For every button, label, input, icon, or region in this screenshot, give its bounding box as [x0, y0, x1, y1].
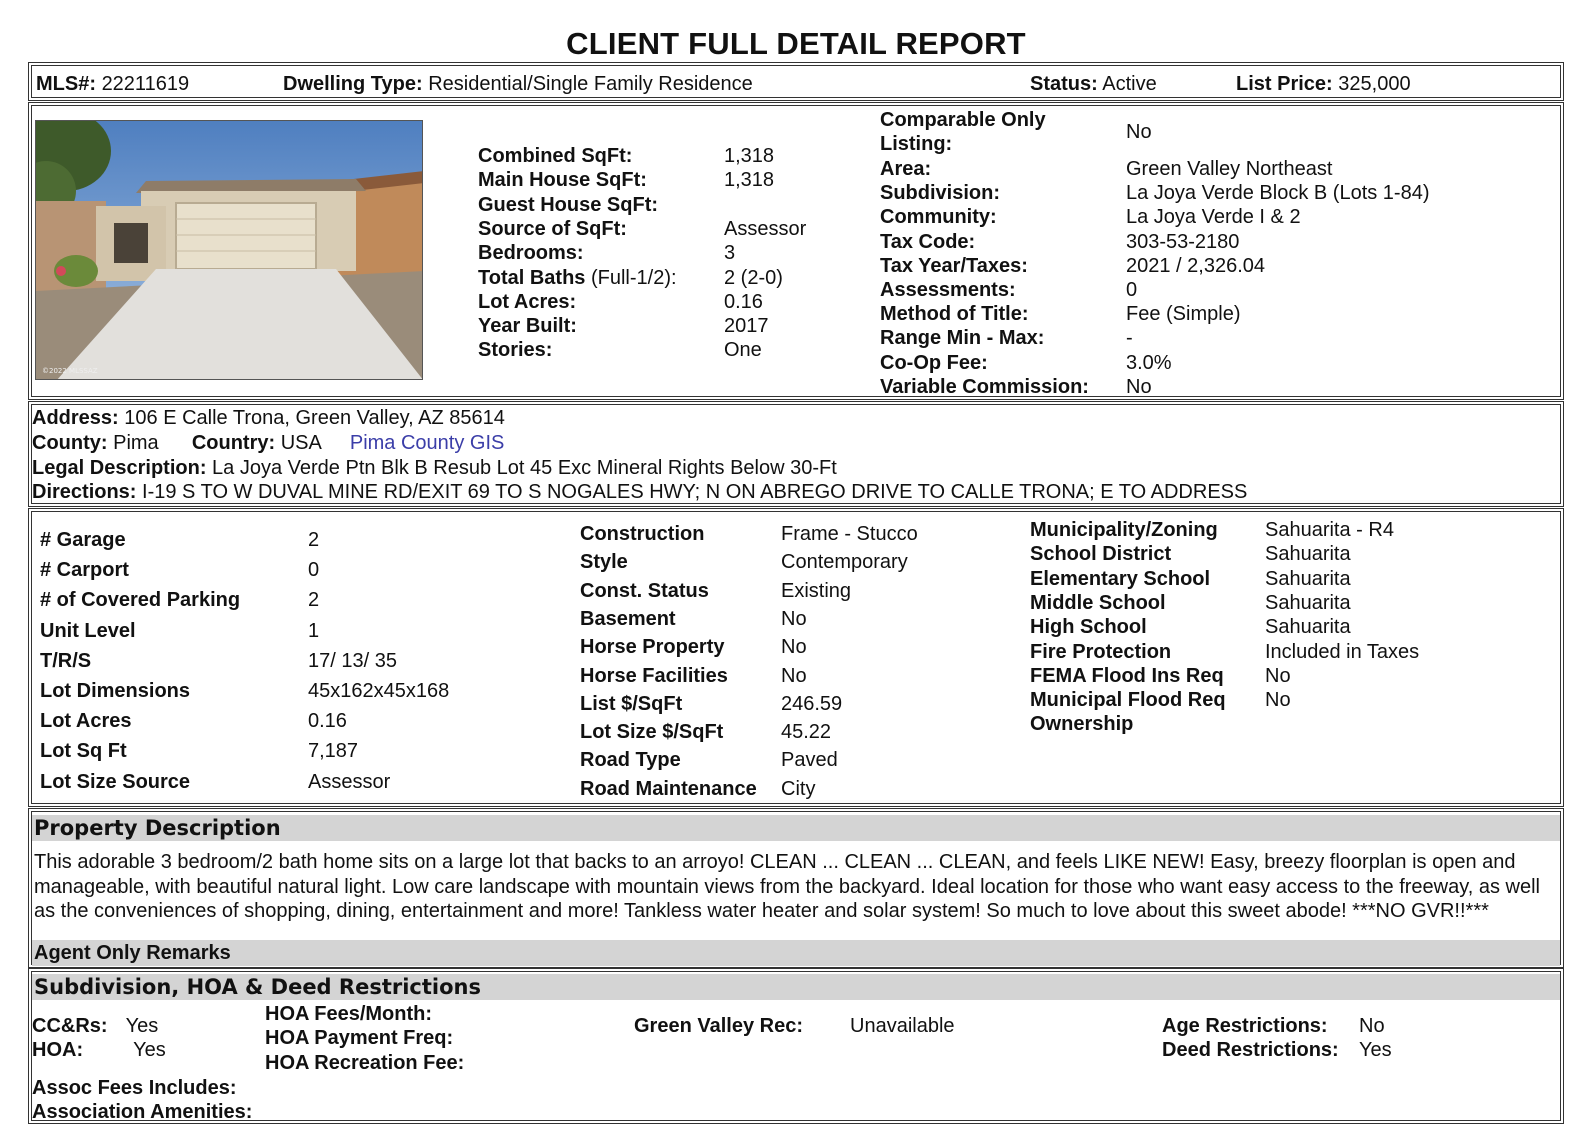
summary-field-value: Assessor	[724, 217, 807, 240]
feature-value: 7,187	[308, 740, 359, 763]
county-country: County: Pima Country: USA Pima County GIS	[32, 432, 505, 454]
directions: Directions: I-19 S TO W DUVAL MINE RD/EXIT 69 TO S NOGALES HWY; N ON ABREGO DRIVE TO CALLE TRONA; E TO ADDRESS	[32, 481, 1248, 503]
ccrs: CC&Rs: Yes	[32, 1015, 159, 1037]
feature-value: Included in Taxes	[1265, 640, 1420, 663]
summary-field-label: Lot Acres:	[478, 290, 577, 313]
feature-label: Lot Dimensions	[40, 680, 191, 702]
comparable-label-1: Comparable Only	[880, 109, 1046, 131]
legal-description: Legal Description: La Joya Verde Ptn Blk B Resub Lot 45 Exc Mineral Rights Below 30-Ft	[32, 457, 837, 479]
feature-label: Road Maintenance	[580, 777, 757, 800]
feature-label: T/R/S	[40, 649, 92, 672]
feature-label: High School	[1030, 616, 1147, 639]
feature-label: Horse Facilities	[580, 664, 728, 687]
summary-field-value: 2017	[724, 315, 769, 338]
svg-text:©2022 MLSSAZ: ©2022 MLSSAZ	[42, 367, 98, 375]
summary-right-label: Area:	[880, 158, 932, 180]
feature-label: # Garage	[40, 529, 126, 551]
summary-right-label: Community:	[880, 206, 997, 229]
green-valley-rec-value: Unavailable	[850, 1015, 955, 1037]
deed-restrictions-label: Deed Restrictions:	[1162, 1039, 1339, 1061]
feature-label: Basement	[580, 607, 676, 630]
agent-remarks-heading: Agent Only Remarks	[32, 940, 1560, 966]
feature-label: Lot Size $/SqFt	[580, 721, 724, 744]
house-photo-icon	[36, 121, 423, 380]
header-bar	[28, 62, 1564, 101]
feature-value: 45x162x45x168	[308, 680, 450, 702]
feature-label: Unit Level	[40, 619, 136, 642]
summary-field-value: 1,318	[724, 145, 775, 167]
property-photo[interactable]	[35, 120, 423, 380]
location-section	[28, 401, 1564, 507]
list-price: List Price: 325,000	[1236, 73, 1411, 95]
feature-label: Style	[580, 551, 628, 574]
description-section	[28, 808, 1564, 968]
summary-right-label: Co-Op Fee:	[880, 351, 988, 374]
pima-county-gis-link[interactable]: Pima County GIS	[349, 432, 505, 454]
summary-right-value: 303-53-2180	[1126, 230, 1240, 253]
feature-value: City	[781, 777, 816, 800]
mls-number: MLS#: 22211619	[36, 73, 190, 95]
summary-field-label: Total Baths (Full-1/2):	[478, 266, 677, 289]
feature-value: 0.16	[308, 710, 347, 733]
hoa-payment-freq: HOA Payment Freq:	[265, 1027, 454, 1049]
summary-right-label: Tax Year/Taxes:	[880, 254, 1028, 277]
summary-right-label: Subdivision:	[880, 182, 1000, 205]
feature-value: Contemporary	[781, 551, 908, 574]
summary-right-value: 3.0%	[1126, 351, 1172, 374]
feature-label: List $/SqFt	[580, 692, 683, 715]
feature-label: Lot Sq Ft	[40, 740, 127, 763]
summary-field-label: Source of SqFt:	[478, 217, 627, 240]
feature-label: Horse Property	[580, 636, 725, 659]
feature-value: No	[781, 664, 807, 687]
feature-value: Existing	[781, 579, 852, 602]
summary-right-value: No	[1126, 375, 1152, 398]
summary-right-value: 0	[1126, 279, 1138, 301]
deed-restrictions-value: Yes	[1359, 1039, 1392, 1061]
dwelling-type: Dwelling Type: Residential/Single Family Residence	[283, 73, 753, 95]
report-title: CLIENT FULL DETAIL REPORT	[566, 26, 1026, 61]
feature-value: No	[1265, 664, 1291, 687]
feature-label: Ownership	[1030, 713, 1134, 736]
feature-value: 246.59	[781, 692, 843, 715]
assoc-fees-includes: Assoc Fees Includes:	[32, 1077, 237, 1099]
feature-label: Municipality/Zoning	[1030, 519, 1218, 541]
feature-value: 2	[308, 529, 320, 551]
feature-value: 45.22	[781, 721, 832, 744]
summary-right-value: -	[1126, 327, 1133, 350]
feature-value: 0	[308, 559, 320, 582]
feature-label: Middle School	[1030, 591, 1166, 614]
summary-right-label: Range Min - Max:	[880, 327, 1045, 350]
feature-label: Fire Protection	[1030, 640, 1172, 663]
comparable-label-2: Listing:	[880, 133, 953, 155]
feature-label: School District	[1030, 543, 1172, 566]
summary-right-value: La Joya Verde Block B (Lots 1-84)	[1126, 182, 1430, 205]
hoa-heading: Subdivision, HOA & Deed Restrictions	[32, 974, 1560, 1000]
hoa-fees-month: HOA Fees/Month:	[265, 1003, 433, 1025]
summary-field-value: 0.16	[724, 290, 763, 313]
hoa: HOA: Yes	[32, 1039, 166, 1061]
age-restrictions-label: Age Restrictions:	[1162, 1015, 1328, 1037]
feature-label: # of Covered Parking	[40, 589, 241, 612]
feature-value: Sahuarita	[1265, 543, 1351, 566]
summary-right-value: Green Valley Northeast	[1126, 158, 1333, 180]
feature-value: No	[1265, 689, 1291, 712]
summary-field-value: One	[724, 339, 762, 362]
summary-field-label: Stories:	[478, 339, 553, 362]
feature-label: Lot Size Source	[40, 770, 191, 793]
summary-right-label: Method of Title:	[880, 303, 1029, 326]
feature-value: Sahuarita	[1265, 616, 1351, 639]
feature-value: 2	[308, 589, 320, 612]
summary-right-value: 2021 / 2,326.04	[1126, 254, 1266, 277]
summary-right-label: Assessments:	[880, 279, 1016, 301]
comparable-value: No	[1126, 121, 1152, 143]
summary-field-label: Guest House SqFt:	[478, 193, 659, 216]
feature-value: Paved	[781, 749, 838, 772]
summary-field-label: Combined SqFt:	[478, 145, 633, 167]
property-description-text: This adorable 3 bedroom/2 bath home sits on a large lot that backs to an arroyo! CLEAN ... CLEAN ... CLEAN, and feels LIKE NEW! Easy, breezy floorplan is open and manageable, with beautiful natural light. Low care landscape with mountain views from the backyard. Ideal location for those who want easy access to the freeway, as well as the conveniences of shopping, dining, entertainment and more! Tankless water heater and solar system! So much to love about this sweet abode! ***NO GVR!!***	[34, 851, 1540, 922]
summary-field-label: Year Built:	[478, 315, 577, 338]
feature-label: Road Type	[580, 749, 681, 772]
feature-label: Lot Acres	[40, 710, 132, 733]
summary-right-value: La Joya Verde I & 2	[1126, 206, 1301, 229]
feature-label: FEMA Flood Ins Req	[1030, 664, 1224, 687]
feature-value: No	[781, 607, 807, 630]
age-restrictions-value: No	[1359, 1015, 1385, 1037]
property-description-heading: Property Description	[32, 815, 1560, 841]
summary-field-value: 3	[724, 242, 736, 265]
feature-label: Construction	[580, 523, 705, 545]
feature-label: Elementary School	[1030, 567, 1211, 590]
summary-right-label: Tax Code:	[880, 230, 976, 253]
summary-section	[28, 102, 1564, 400]
feature-value: Sahuarita	[1265, 591, 1351, 614]
summary-field-value: 2 (2-0)	[724, 266, 783, 289]
feature-value: Sahuarita - R4	[1265, 519, 1394, 541]
summary-field-label: Bedrooms:	[478, 242, 584, 265]
green-valley-rec-label: Green Valley Rec:	[634, 1015, 803, 1037]
feature-value: Frame - Stucco	[781, 523, 918, 545]
feature-value: 1	[308, 619, 320, 642]
hoa-section	[28, 968, 1564, 1124]
feature-label: # Carport	[40, 559, 129, 582]
summary-field-value: 1,318	[724, 169, 775, 192]
feature-value: Sahuarita	[1265, 567, 1351, 590]
feature-label: Municipal Flood Req	[1030, 689, 1226, 712]
features-section	[28, 508, 1564, 807]
summary-right-label: Variable Commission:	[880, 375, 1089, 398]
feature-value: Assessor	[308, 770, 391, 793]
association-amenities: Association Amenities:	[32, 1101, 253, 1123]
feature-value: No	[781, 636, 807, 659]
feature-label: Const. Status	[580, 579, 709, 602]
summary-right-value: Fee (Simple)	[1126, 303, 1241, 326]
address: Address: 106 E Calle Trona, Green Valley, AZ 85614	[32, 407, 505, 429]
summary-field-label: Main House SqFt:	[478, 169, 647, 192]
feature-value: 17/ 13/ 35	[308, 649, 397, 672]
status: Status: Active	[1030, 73, 1157, 95]
hoa-recreation-fee: HOA Recreation Fee:	[265, 1052, 465, 1074]
